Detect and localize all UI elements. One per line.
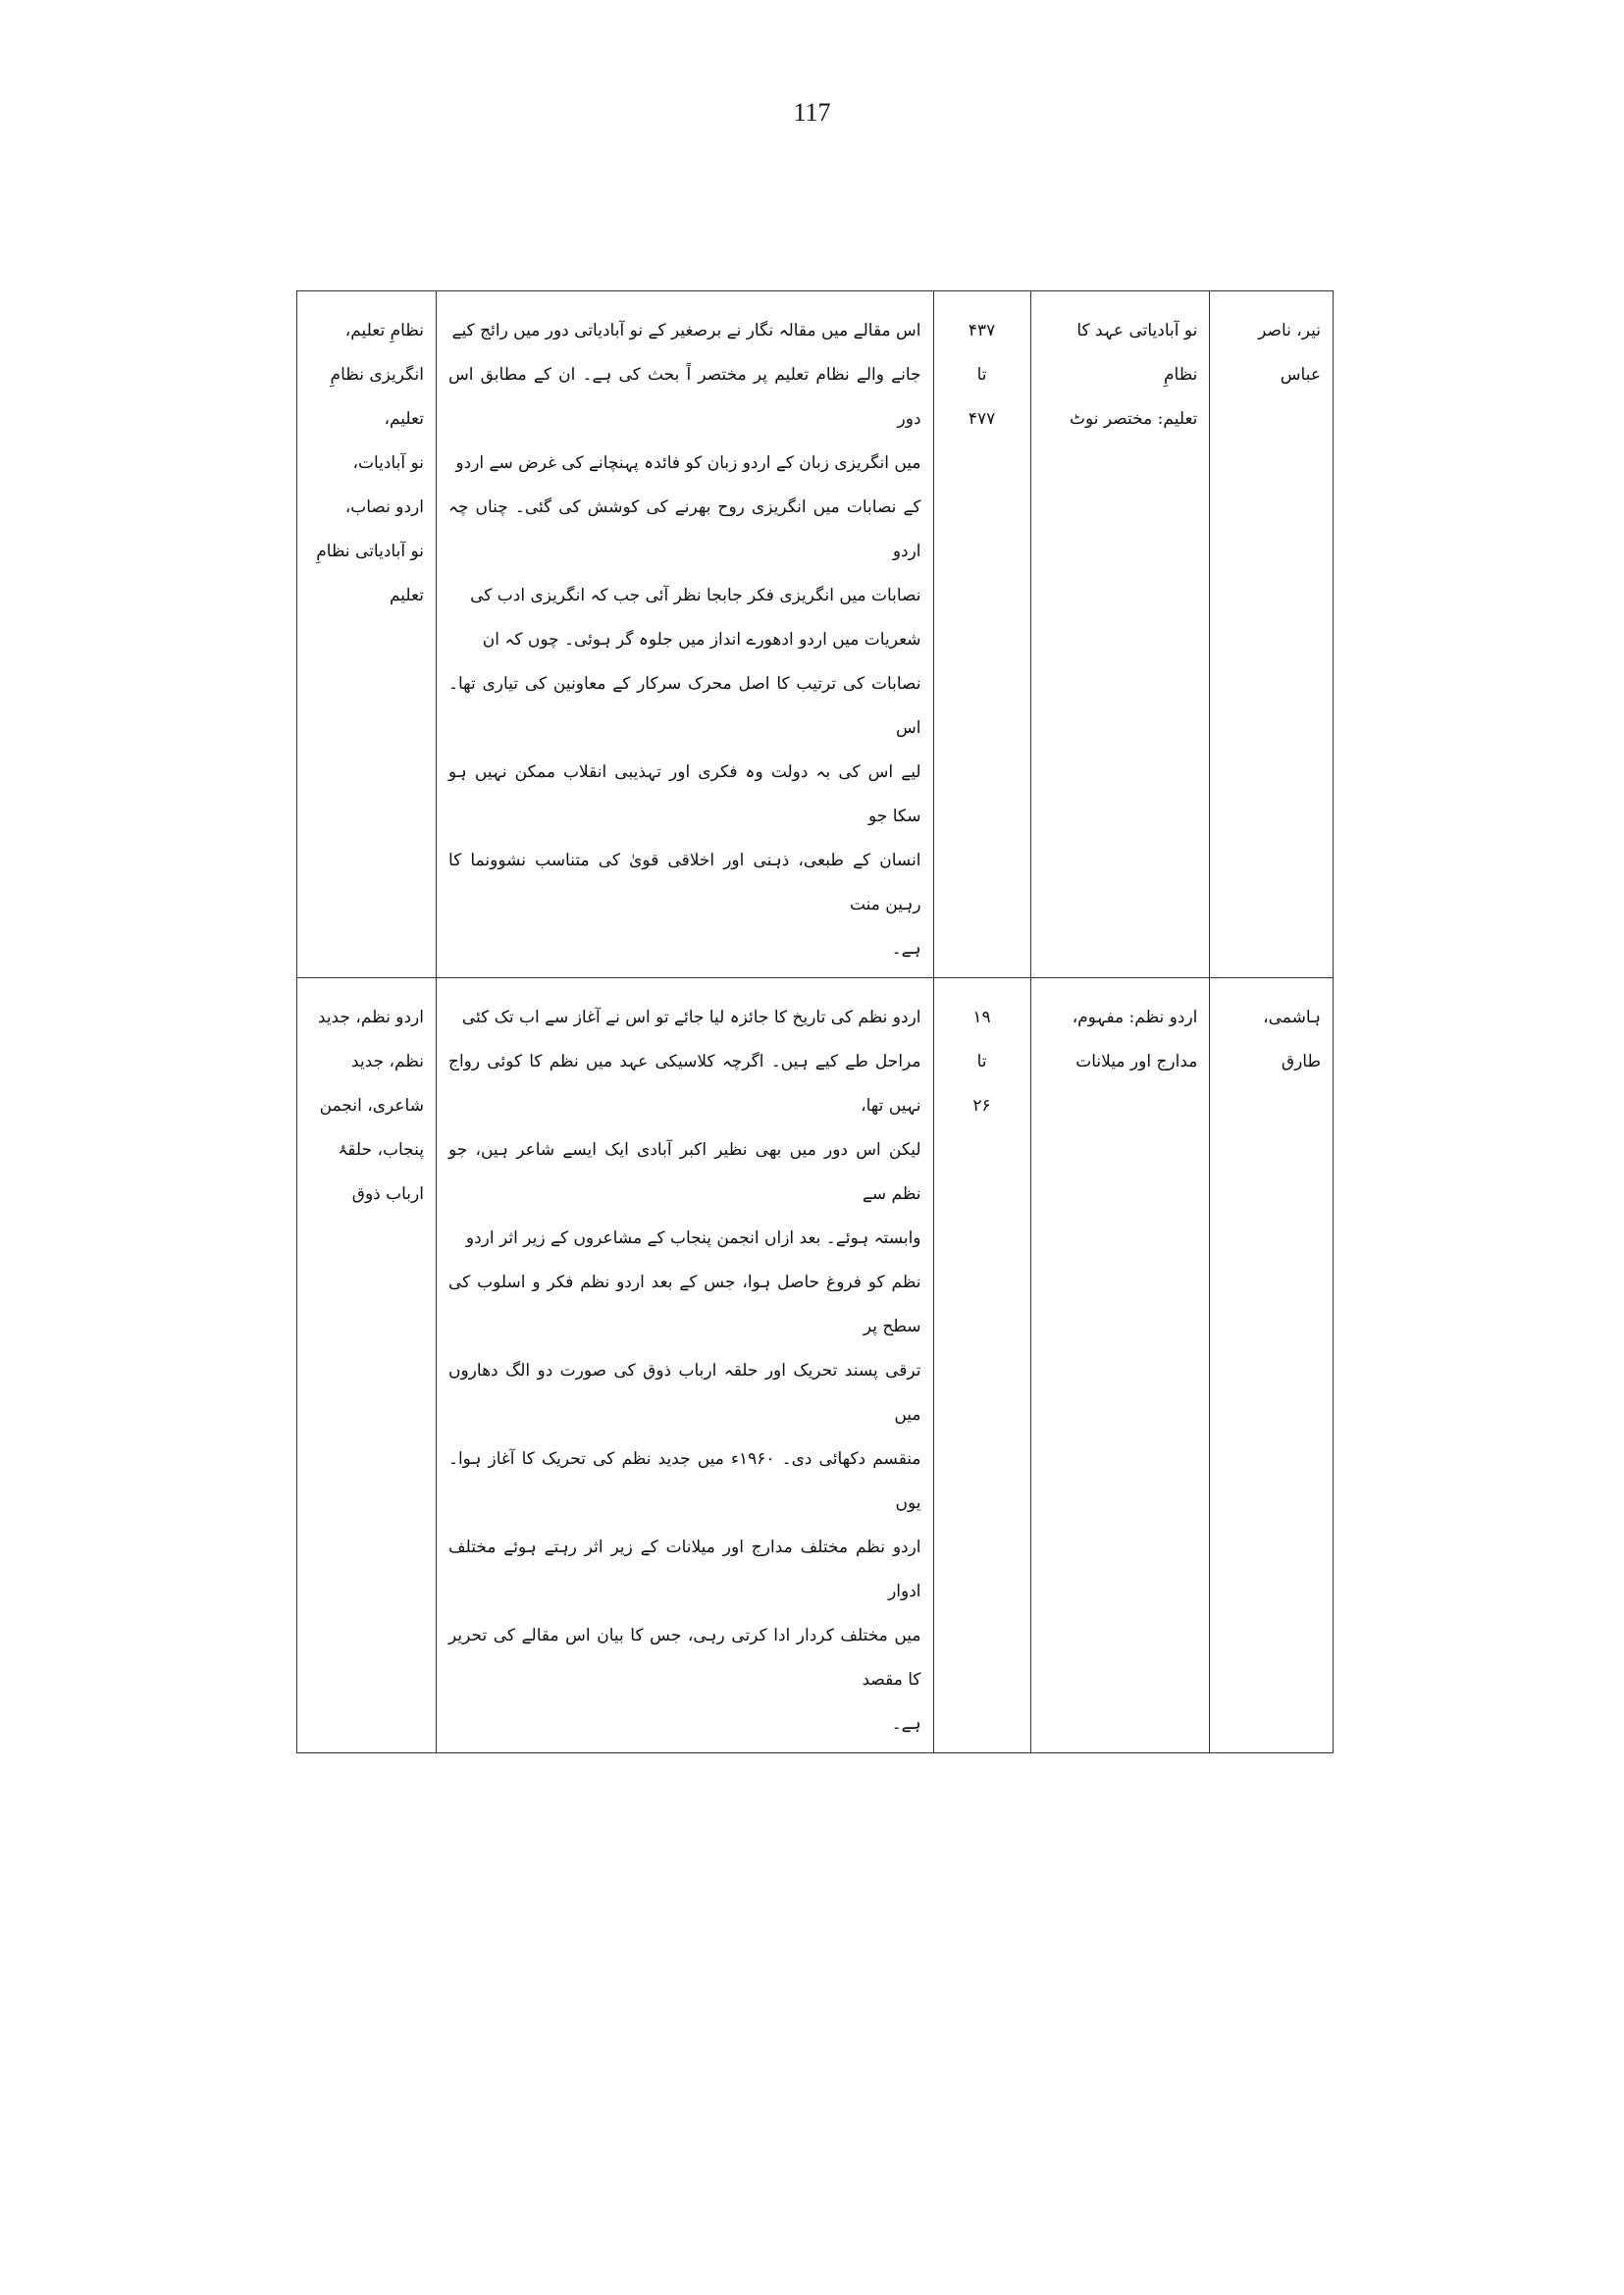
table-row xyxy=(297,291,1334,978)
summary-line: کے نصابات میں انگریزی روح بھرنے کی کوشش کی گئی۔ چناں چہ اردو xyxy=(447,497,921,561)
page-to: تا xyxy=(976,1052,987,1071)
summary-line: انسان کے طبعی، ذہنی اور اخلاقی قویٰ کی متناسب نشوونما کا رہین منت xyxy=(447,851,921,914)
title-cell xyxy=(1030,978,1210,1753)
keyword-line: نظامِ تعلیم، xyxy=(344,321,424,340)
title-line: اردو نظم: مفہوم، xyxy=(1072,1008,1198,1027)
summary-cell xyxy=(436,978,933,1753)
title-line: تعلیم: مختصر نوٹ xyxy=(1070,409,1198,429)
page-number: 117 xyxy=(793,98,831,127)
page-end: ۴۷۷ xyxy=(968,409,996,429)
summary-line: میں انگریزی زبان کے اردو زبان کو فائدہ پہنچانے کی غرض سے اردو xyxy=(455,453,921,473)
keyword-line: نظم، جدید xyxy=(351,1052,424,1071)
summary-line: شعریات میں اردو ادھورے انداز میں جلوہ گر ہوئی۔ چوں کہ ان xyxy=(482,630,921,650)
keyword-line: تعلیم، xyxy=(384,409,424,429)
author-line: نیر، ناصر xyxy=(1258,321,1321,340)
keyword-line: نو آبادیاتی نظامِ xyxy=(316,542,424,561)
keyword-line: نو آبادیات، xyxy=(352,453,424,473)
pages-cell xyxy=(933,291,1030,978)
summary-line: ترقی پسند تحریک اور حلقہ ارباب ذوق کی صورت دو الگ دھاروں میں xyxy=(447,1361,921,1425)
keywords-cell xyxy=(297,291,437,978)
page-to: تا xyxy=(976,365,987,385)
summary-line: نظم کو فروغ حاصل ہوا، جس کے بعد اردو نظم فکر و اسلوب کی سطح پر xyxy=(447,1273,921,1336)
keyword-line: پنجاب، حلقۂ xyxy=(338,1140,424,1160)
summary-line: مراحل طے کیے ہیں۔ اگرچہ کلاسیکی عہد میں نظم کا کوئی رواج نہیں تھا، xyxy=(447,1052,921,1116)
bibliography-table xyxy=(296,290,1334,1753)
keyword-line: ارباب ذوق xyxy=(351,1184,424,1204)
keyword-line: اردو نظم، جدید xyxy=(317,1008,424,1027)
page-start: ۴۳۷ xyxy=(968,321,996,340)
summary-cell xyxy=(436,291,933,978)
summary-line: منقسم دکھائی دی۔ ۱۹۶۰ء میں جدید نظم کی تحریک کا آغاز ہوا۔ یوں xyxy=(447,1449,921,1513)
author-cell xyxy=(1210,978,1334,1753)
summary-line: ہے۔ xyxy=(891,939,921,959)
summary-line: میں مختلف کردار ادا کرتی رہی، جس کا بیان اس مقالے کی تحریر کا مقصد xyxy=(447,1626,921,1690)
author-cell xyxy=(1210,291,1334,978)
keyword-line: اردو نصاب، xyxy=(344,497,424,517)
summary-line: اردو نظم مختلف مدارج اور میلانات کے زیر اثر رہتے ہوئے مختلف ادوار xyxy=(447,1538,921,1601)
table-row xyxy=(297,978,1334,1753)
title-line: نو آبادیاتی عہد کا نظامِ xyxy=(1076,321,1198,385)
summary-line: لیے اس کی بہ دولت وہ فکری اور تہذیبی انقلاب ممکن نہیں ہو سکا جو xyxy=(447,762,921,826)
keywords-cell xyxy=(297,978,437,1753)
pages-cell xyxy=(933,978,1030,1753)
title-cell xyxy=(1030,291,1210,978)
title-line: مدارج اور میلانات xyxy=(1075,1052,1198,1071)
summary-line: جانے والے نظام تعلیم پر مختصر اً بحث کی ہے۔ ان کے مطابق اس دور xyxy=(447,365,921,429)
summary-line: اس مقالے میں مقالہ نگار نے برصغیر کے نو آبادیاتی دور میں رائج کیے xyxy=(451,321,921,340)
summary-line: اردو نظم کی تاریخ کا جائزہ لیا جائے تو اس نے آغاز سے اب تک کئی xyxy=(461,1008,921,1027)
keyword-line: شاعری، انجمن xyxy=(319,1096,424,1116)
author-line: ہاشمی، طارق xyxy=(1263,1008,1321,1071)
summary-line: نصابات میں انگریزی فکر جابجا نظر آئی جب کہ انگریزی ادب کی xyxy=(470,586,921,605)
keyword-line: انگریزی نظامِ xyxy=(330,365,424,385)
page-start: ۱۹ xyxy=(972,1008,991,1027)
summary-line: وابستہ ہوئے۔ بعد ازاں انجمن پنجاب کے مشاعروں کے زیر اثر اردو xyxy=(465,1228,921,1248)
author-line: عباس xyxy=(1280,365,1321,385)
summary-line: نصابات کی ترتیب کا اصل محرک سرکار کے معاونین کی تیاری تھا۔ اس xyxy=(447,674,921,738)
page-end: ۲۶ xyxy=(972,1096,991,1116)
summary-line: لیکن اس دور میں بھی نظیر اکبر آبادی ایک ایسے شاعر ہیں، جو نظم سے xyxy=(447,1140,921,1204)
keyword-line: تعلیم xyxy=(389,586,424,605)
summary-line: ہے۔ xyxy=(891,1714,921,1734)
